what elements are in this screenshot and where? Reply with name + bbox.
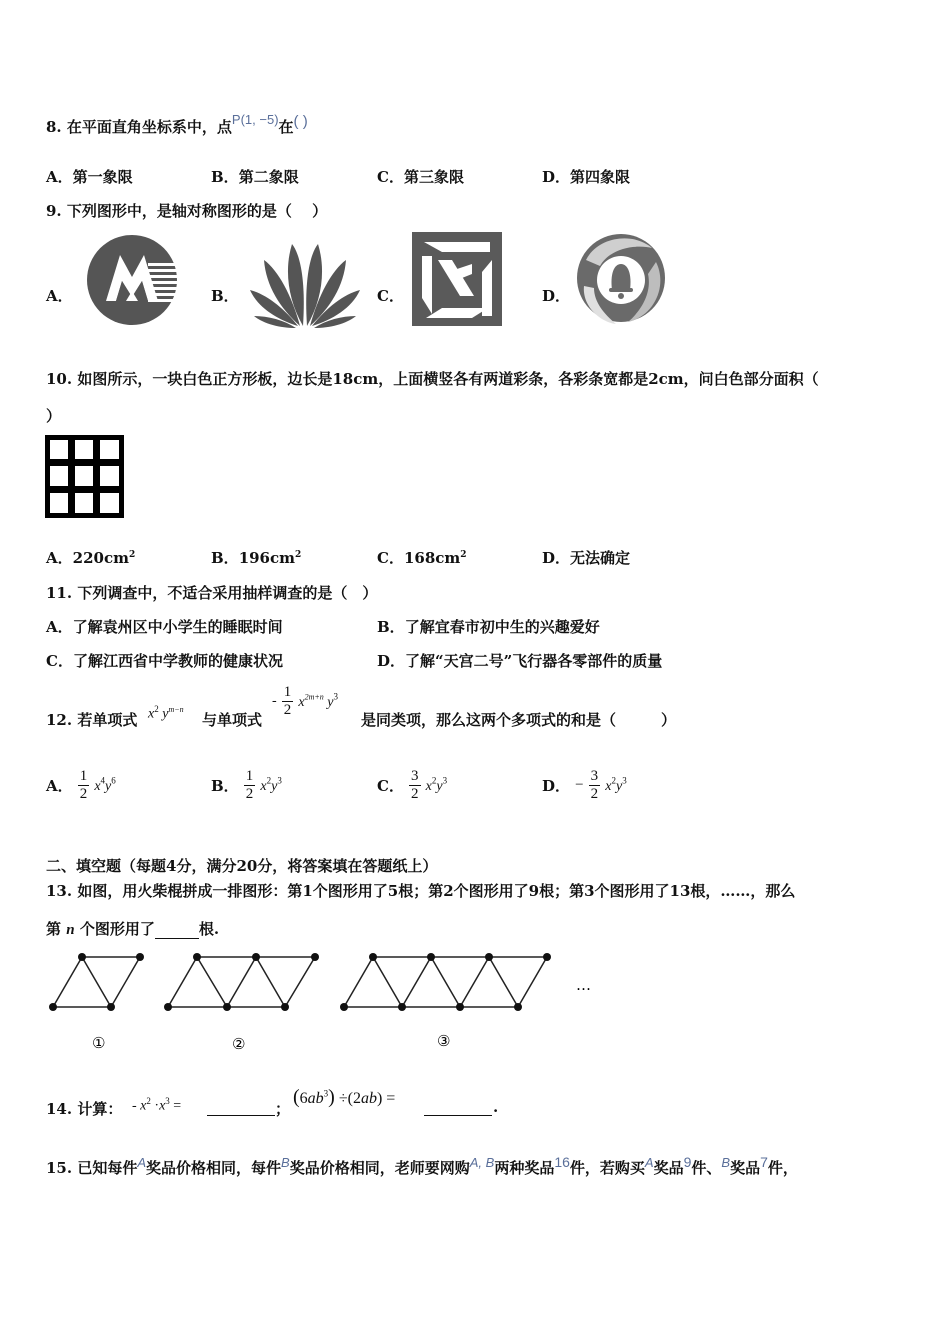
q12-text2: 与单项式: [202, 711, 263, 729]
logo-a-image[interactable]: [86, 233, 184, 327]
q9-label-b: B．: [211, 287, 239, 305]
q13-matchstick-figures: [40, 948, 600, 1058]
q8-option-c[interactable]: C．第三象限: [377, 168, 464, 186]
q10-option-c[interactable]: C．$168cm^2$: [377, 549, 467, 567]
q14-end: .: [493, 1098, 499, 1116]
q15-stem: 15. 已知每件A奖品价格相同，每件B奖品价格相同，老师要网购A, B两种奖品16件，若购买A奖品9件、B奖品7件，: [46, 1154, 798, 1177]
q11-option-b[interactable]: B．了解宜春市初中生的兴趣爱好: [377, 618, 600, 636]
q12-number: 12.: [46, 711, 73, 729]
q12-text1: 若单项式: [77, 711, 138, 729]
q10-board-figure: [45, 435, 124, 518]
q15-var-a: A: [137, 1155, 147, 1170]
q15-var-ab: A, B: [469, 1155, 495, 1170]
q15-num-9: 9: [683, 1154, 692, 1170]
q13-figure-label-3: ③: [437, 1032, 451, 1050]
q12-monomial-2: - $\frac{1}{2}$ $x^{2m+n}$ $y^3$: [272, 684, 338, 718]
q8-tail: 在: [278, 118, 294, 136]
q9-label-a: A．: [46, 287, 73, 305]
q14-expression-2: $(6ab^3) \div(2ab)$ =: [293, 1086, 396, 1108]
q12-option-c[interactable]: C． $\frac{3}{2}$ $x^2y^3$: [377, 768, 448, 802]
q14-blank-1[interactable]: [207, 1096, 275, 1116]
q13-stem-line2: 第 n 个图形用了 根.: [46, 920, 220, 938]
q14-separator: ；: [275, 1100, 291, 1118]
q10-text: 如图所示，一块白色正方形板，边长是18cm，上面横竖各有两道彩条，各彩条宽都是2cm，问白色部分面积（: [77, 370, 819, 388]
q9-number: 9.: [46, 202, 62, 220]
q8-paren: ( ): [293, 113, 308, 130]
q8-option-b[interactable]: B．第二象限: [211, 168, 299, 186]
q8-number: 8.: [46, 118, 62, 136]
q15-number: 15.: [46, 1159, 73, 1177]
q13-n-variable: n: [66, 922, 75, 938]
logo-b-image[interactable]: [248, 240, 362, 330]
q11-option-c[interactable]: C．了解江西省中学教师的健康状况: [46, 652, 283, 670]
q14-number: 14.: [46, 1100, 73, 1118]
q9-text: 下列图形中，是轴对称图形的是（ ）: [66, 202, 328, 220]
q14-stem: [46, 1098, 122, 1119]
q8-stem: [46, 112, 308, 137]
logo-d-image[interactable]: [576, 230, 666, 326]
q11-number: 11.: [46, 584, 73, 602]
q10-close-paren: ）: [46, 407, 62, 425]
q10-stem: [46, 368, 819, 389]
q9-label-c: C．: [377, 287, 404, 305]
q13-answer-blank[interactable]: [155, 920, 199, 939]
q11-option-d[interactable]: D．了解“天宫二号”飞行器各零部件的质量: [377, 652, 663, 670]
q13-figure-label-2: ②: [232, 1035, 246, 1053]
q14-blank-2[interactable]: [424, 1096, 492, 1116]
q8-text: 在平面直角坐标系中，点: [66, 118, 232, 136]
q10-option-a[interactable]: A．$220cm^2$: [46, 549, 136, 567]
q12-option-a[interactable]: A． $\frac{1}{2}$ $x^4y^6$: [46, 768, 116, 802]
q13-number: 13.: [46, 882, 73, 900]
q8-point: P(1, −5): [231, 112, 279, 127]
q8-option-a[interactable]: A．第一象限: [46, 168, 133, 186]
q8-option-d[interactable]: D．第四象限: [542, 168, 631, 186]
q14-expression-1: - $x^2 \cdot x^3$ =: [132, 1096, 182, 1114]
q12-option-b[interactable]: B． $\frac{1}{2}$ $x^2y^3$: [211, 768, 282, 802]
q12-option-d[interactable]: D． − $\frac{3}{2}$ $x^2y^3$: [542, 768, 627, 802]
q13-text: 如图，用火柴棍拼成一排图形：第1个图形用了5根；第2个图形用了9根；第3个图形用了13根，……，那么: [77, 882, 796, 900]
q10-number: 10.: [46, 370, 73, 388]
q12-monomial-1: $x^2$ $y^{m-n}$: [148, 704, 184, 722]
logo-c-image[interactable]: [412, 232, 502, 326]
q9-stem: [46, 200, 327, 221]
q15-var-b: B: [281, 1155, 290, 1170]
q11-text: 下列调查中，不适合采用抽样调查的是（ ）: [77, 584, 378, 602]
q9-label-d: D．: [542, 287, 571, 305]
q11-option-a[interactable]: A．了解袁州区中小学生的睡眠时间: [46, 618, 283, 636]
q10-option-b[interactable]: B．$196cm^2$: [211, 549, 302, 567]
section2-title: 二、填空题（每题4分，满分20分，将答案填在答题纸上）: [46, 857, 438, 875]
q12-text3: 是同类项，那么这两个多项式的和是（ ）: [361, 711, 677, 729]
q13-stem: [46, 880, 795, 901]
q12-number-text: [46, 709, 137, 730]
q13-figure-label-1: ①: [92, 1034, 106, 1052]
q14-text: 计算：: [77, 1100, 123, 1118]
q15-num-16: 16: [554, 1154, 570, 1170]
q15-num-7: 7: [760, 1154, 768, 1170]
q10-option-d[interactable]: D．无法确定: [542, 549, 631, 567]
q11-stem: [46, 582, 377, 603]
q13-ellipsis: …: [576, 976, 591, 994]
